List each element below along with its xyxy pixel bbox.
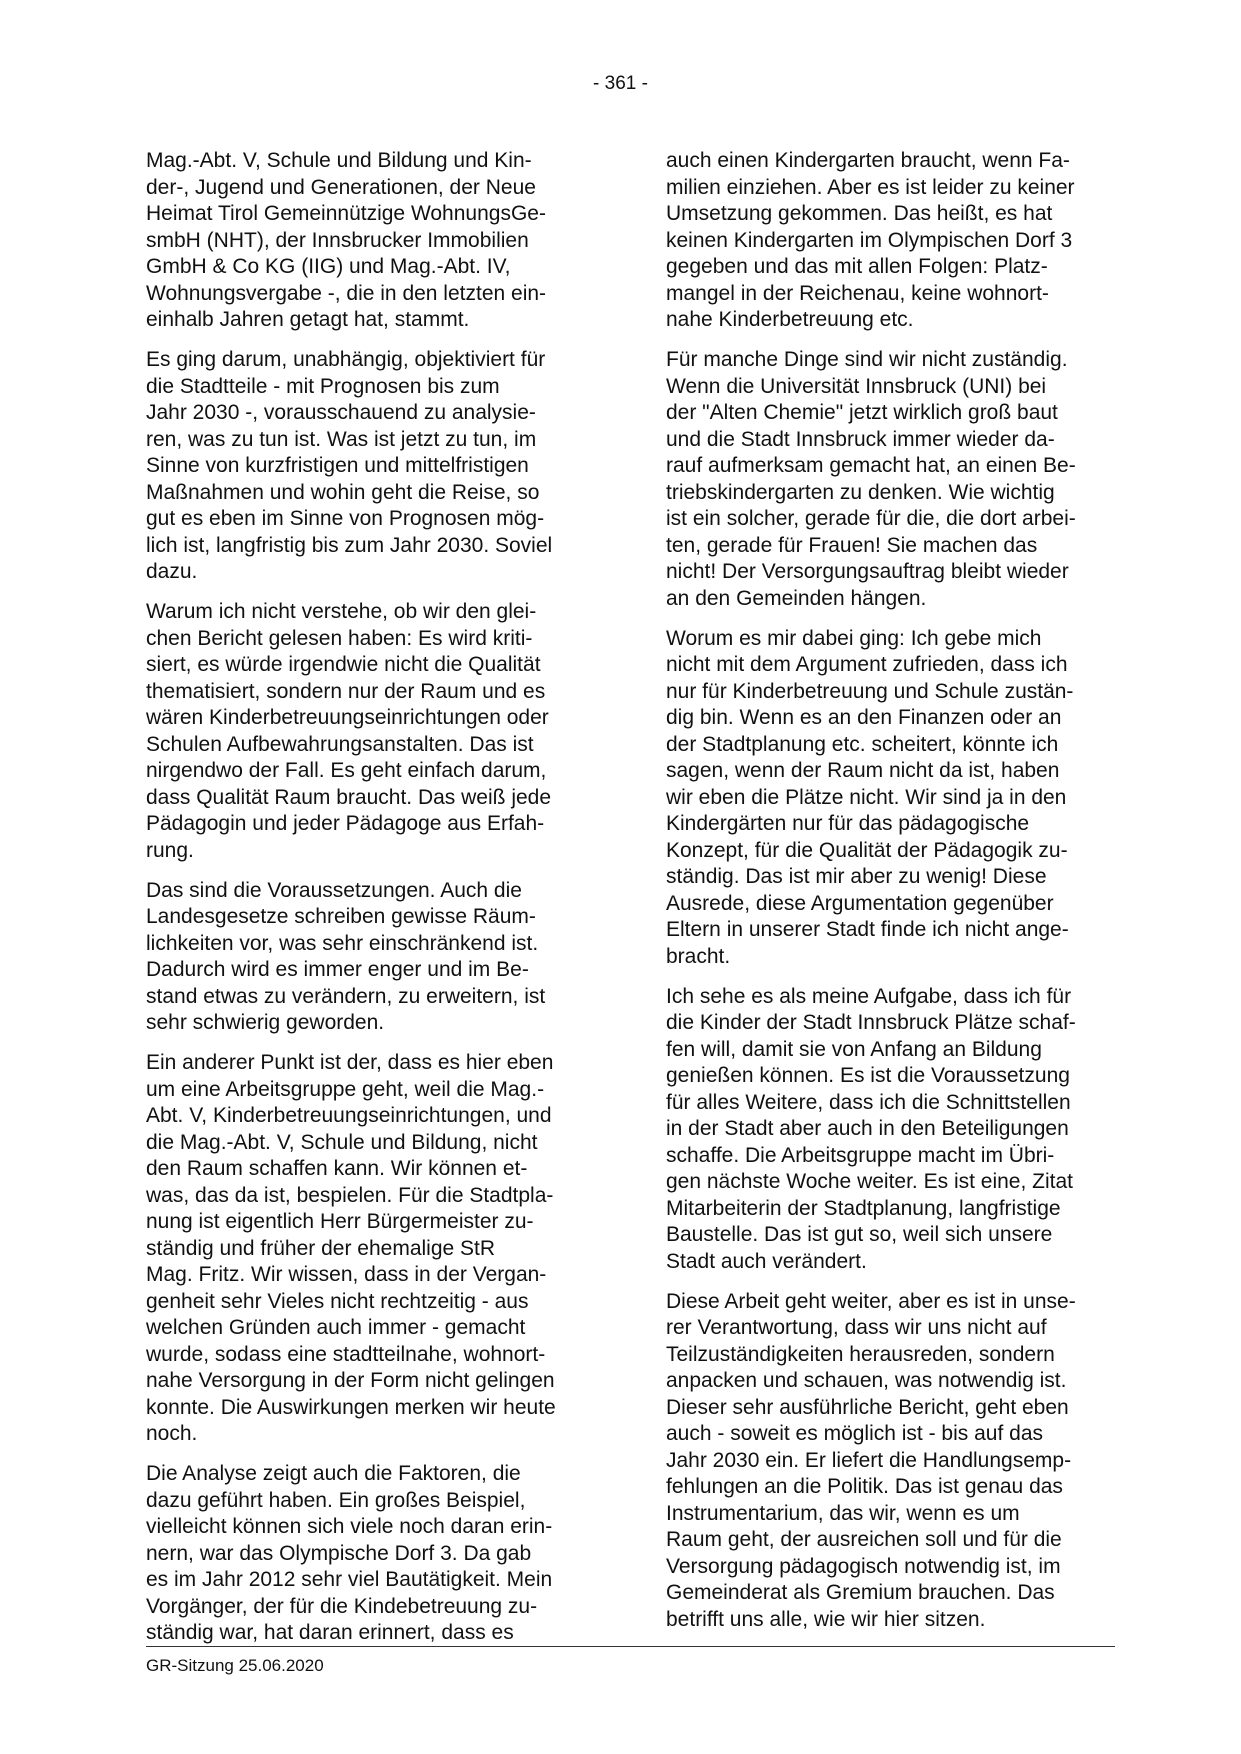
paragraph: Worum es mir dabei ging: Ich gebe mich nicht mit dem Argument zufrieden, dass ich nur für Kinderbetreuung und Schule zustän- dig bin. Wenn es an den Finanzen oder an der Stadtplanung etc. scheitert, könnte ich sagen, wenn der Raum nicht da ist, haben wir eben die Plätze nicht. Wir sind ja in den Kindergärten nur für das pädagogische Konzept, für die Qualität der Pädagogik zu- ständig. Das ist mir aber zu wenig! Diese Ausrede, diese Argumentation gegenüber Eltern in unserer Stadt finde ich nicht ange- bracht. <box>666 626 1074 968</box>
right-text-column <box>666 148 1116 1647</box>
left-text-column <box>146 148 596 1660</box>
paragraph: Diese Arbeit geht weiter, aber es ist in unse- rer Verantwortung, dass wir uns nicht auf Teilzuständigkeiten herausreden, sondern anpacken und schauen, was notwendig ist. Dieser sehr ausführliche Bericht, geht eben auch - soweit es möglich ist - bis auf das Jahr 2030 ein. Er liefert die Handlungsemp- fehlungen an die Politik. Das ist genau das Instrumentarium, das wir, wenn es um Raum geht, der ausreichen soll und für die Versorgung pädagogisch notwendig ist, im Gemeinderat als Gremium brauchen. Das betrifft uns alle, wie wir hier sitzen. <box>666 1289 1076 1631</box>
footer-session-date: GR-Sitzung 25.06.2020 <box>146 1656 324 1675</box>
paragraph: Ich sehe es als meine Aufgabe, dass ich für die Kinder der Stadt Innsbruck Plätze schaf- fen will, damit sie von Anfang an Bildung genießen können. Es ist die Voraussetzung für alles Weitere, dass ich die Schnittstellen in der Stadt aber auch in den Beteiligungen schaffe. Die Arbeitsgruppe macht im Übri- gen nächste Woche weiter. Es ist eine, Zitat Mitarbeiterin der Stadtplanung, langfristige Baustelle. Das ist gut so, weil sich unsere Stadt auch verändert. <box>666 984 1076 1273</box>
paragraph: Mag.-Abt. V, Schule und Bildung und Kin- der-, Jugend und Generationen, der Neue Heimat Tirol Gemeinnützige WohnungsGe- smbH (NHT), der Innsbrucker Immobilien GmbH & Co KG (IIG) und Mag.-Abt. IV, Wohnungsvergabe -, die in den letzten ein- einhalb Jahren getagt hat, stammt. <box>146 149 547 331</box>
paragraph: auch einen Kindergarten braucht, wenn Fa- milien einziehen. Aber es ist leider zu keiner Umsetzung gekommen. Das heißt, es hat keinen Kindergarten im Olympischen Dorf 3 gegeben und das mit allen Folgen: Platz- mangel in der Reichenau, keine wohnort- nahe Kinderbetreuung etc. <box>666 149 1075 331</box>
paragraph: Für manche Dinge sind wir nicht zuständig. Wenn die Universität Innsbruck (UNI) bei der "Alten Chemie" jetzt wirklich groß baut und die Stadt Innsbruck immer wieder da- rauf aufmerksam gemacht hat, an einen Be- triebskindergarten zu denken. Wie wichtig ist ein solcher, gerade für die, die dort arbei- ten, gerade für Frauen! Sie machen das nicht! Der Versorgungsauftrag bleibt wieder an den Gemeinden hängen. <box>666 348 1076 610</box>
footer-divider <box>146 1646 1115 1647</box>
paragraph: Es ging darum, unabhängig, objektiviert für die Stadtteile - mit Prognosen bis zum Jahr 2030 -, vorausschauend zu analysie- ren, was zu tun ist. Was ist jetzt zu tun, im Sinne von kurzfristigen und mittelfristigen Maßnahmen und wohin geht die Reise, so gut es eben im Sinne von Prognosen mög- lich ist, langfristig bis zum Jahr 2030. Soviel dazu. <box>146 348 553 583</box>
paragraph: Das sind die Voraussetzungen. Auch die Landesgesetze schreiben gewisse Räum- lichkeiten vor, was sehr einschränkend ist. Dadurch wird es immer enger und im Be- stand etwas zu verändern, zu erweitern, ist sehr schwierig geworden. <box>146 878 546 1034</box>
page-number: - 361 - <box>593 73 648 94</box>
paragraph: Warum ich nicht verstehe, ob wir den glei- chen Bericht gelesen haben: Es wird kriti- siert, es würde irgendwie nicht die Qualität thematisiert, sondern nur der Raum und es wären Kinderbetreuungseinrichtungen oder Schulen Aufbewahrungsanstalten. Das ist nirgendwo der Fall. Es geht einfach darum, dass Qualität Raum braucht. Das weiß jede Pädagogin und jeder Pädagoge aus Erfah- rung. <box>146 600 552 862</box>
paragraph: Die Analyse zeigt auch die Faktoren, die dazu geführt haben. Ein großes Beispiel, vielleicht können sich viele noch daran erin- nern, war das Olympische Dorf 3. Da gab es im Jahr 2012 sehr viel Bautätigkeit. Mein Vorgänger, der für die Kindebetreuung zu- ständig war, hat daran erinnert, dass es <box>146 1462 553 1644</box>
paragraph: Ein anderer Punkt ist der, dass es hier eben um eine Arbeitsgruppe geht, weil die Mag.- Abt. V, Kinderbetreuungseinrichtungen, und die Mag.-Abt. V, Schule und Bildung, nicht den Raum schaffen kann. Wir können et- was, das da ist, bespielen. Für die Stadtpla- nung ist eigentlich Herr Bürgermeister zu- ständig und früher der ehemalige StR Mag. Fritz. Wir wissen, dass in der Vergan- genheit sehr Vieles nicht rechtzeitig - aus welchen Gründen auch immer - gemacht wurde, sodass eine stadtteilnahe, wohnort- nahe Versorgung in der Form nicht gelingen konnte. Die Auswirkungen merken wir heute noch. <box>146 1051 556 1445</box>
